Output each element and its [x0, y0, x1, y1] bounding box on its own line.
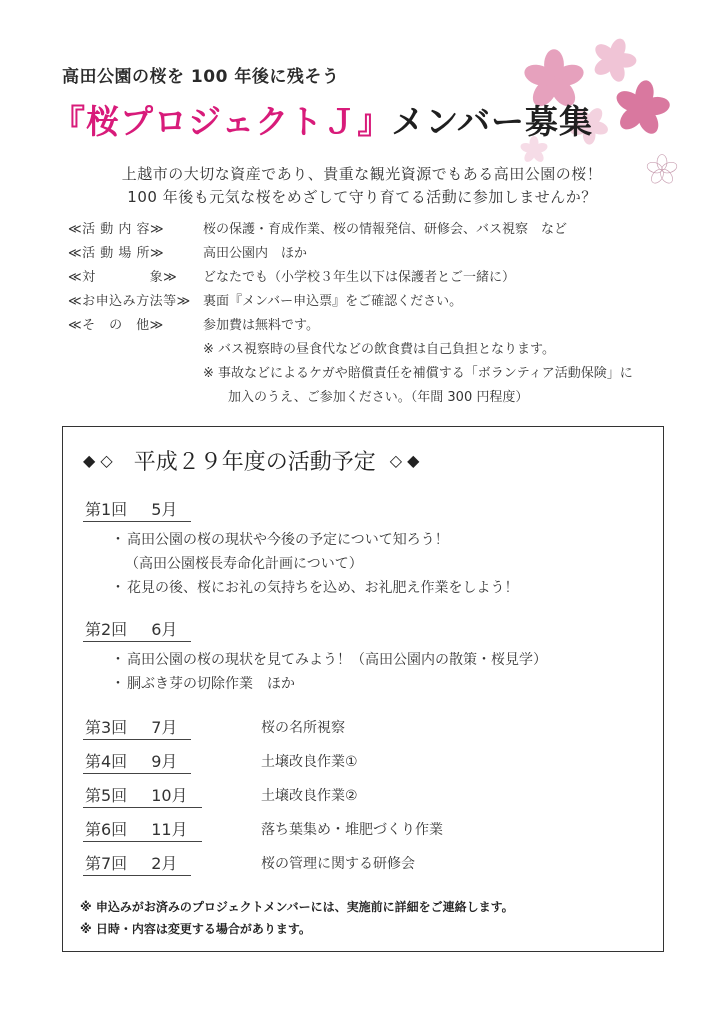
list-item: ・ 高田公園の桜の現状や今後の予定について知ろう！ [111, 532, 449, 548]
footnote-members: ※ 申込みがお済みのプロジェクトメンバーには、実施前に詳細をご連絡します。 [80, 900, 514, 914]
session-month: 9月 [151, 752, 178, 771]
info-value: 桜の保護・育成作業、桜の情報発信、研修会、バス視察 など [203, 222, 568, 237]
session-round: 第6回 [85, 820, 128, 839]
recruit-label: メンバー募集 [391, 102, 594, 141]
session-round: 第3回 [85, 718, 128, 737]
session-activity: 落ち葉集め・堆肥づくり作業 [261, 822, 443, 838]
session-month: 6月 [151, 620, 178, 639]
info-label: ≪そ の 他≫ [68, 318, 164, 333]
list-item: （高田公園桜長寿命化計画について） [125, 556, 363, 572]
session-round: 第4回 [85, 752, 128, 771]
session-month: 7月 [151, 718, 178, 737]
note-insurance: ※ 事故などによるケガや賠償責任を補償する「ボランティア活動保険」に [203, 366, 633, 381]
diamond-icon: ◆ ◇ [83, 451, 113, 470]
info-value: 参加費は無料です。 [203, 318, 319, 333]
info-row-other [68, 314, 688, 338]
schedule-title: 平成２９年度の活動予定 [133, 450, 376, 475]
session-4 [83, 749, 191, 774]
info-label: ≪活 動 内 容≫ [68, 222, 165, 237]
info-row-activity [68, 218, 688, 242]
info-value: 裏面『メンバー申込票』をご確認ください。 [203, 294, 463, 309]
session-7 [83, 851, 191, 876]
footnote-changes: ※ 日時・内容は変更する場合があります。 [80, 922, 311, 936]
header-subtitle: 高田公園の桜を 100 年後に残そう [62, 67, 340, 87]
session-activity: 土壌改良作業① [261, 754, 358, 770]
info-row-application [68, 290, 688, 314]
session-month: 11月 [151, 820, 188, 839]
page-title [52, 96, 593, 143]
list-item: ・ 花見の後、桜にお礼の気持ちを込め、お礼肥え作業をしよう！ [111, 580, 519, 596]
diamond-icon: ◇ ◆ [389, 451, 420, 470]
info-row-target [68, 266, 688, 290]
info-row-location [68, 242, 688, 266]
session-activity: 桜の名所視察 [261, 720, 345, 736]
session-5 [83, 783, 202, 808]
session-round: 第7回 [85, 854, 128, 873]
session-activity: 土壌改良作業② [261, 788, 358, 804]
info-value: 高田公園内 ほか [203, 246, 308, 261]
list-item: ・ 胴ぶき芽の切除作業 ほか [111, 676, 295, 692]
info-value: どなたでも（小学校３年生以下は保護者とご一緒に） [203, 270, 516, 285]
intro-line-2: 100 年後も元気な桜をめざして守り育てる活動に参加しませんか？ [127, 188, 597, 206]
info-label: ≪対 象≫ [68, 270, 178, 285]
schedule-box [62, 426, 664, 952]
intro-line-1: 上越市の大切な資産であり、貴重な観光資源でもある高田公園の桜！ [121, 165, 603, 183]
session-1 [83, 497, 191, 522]
session-round: 第1回 [85, 500, 128, 519]
project-name: 『桜プロジェクトＪ』 [52, 102, 392, 141]
session-month: 5月 [151, 500, 178, 519]
note-meal: ※ バス視察時の昼食代などの飲食費は自己負担となります。 [203, 342, 555, 357]
note-insurance-cont: 加入のうえ、ご参加ください。（年間 300 円程度） [228, 390, 529, 405]
session-6 [83, 817, 202, 842]
info-section [68, 218, 688, 410]
list-item: ・ 高田公園の桜の現状を見てみよう！（高田公園内の散策・桜見学） [111, 652, 547, 668]
session-month: 10月 [151, 786, 188, 805]
session-activity: 桜の管理に関する研修会 [261, 856, 415, 872]
info-label: ≪活 動 場 所≫ [68, 246, 165, 261]
session-round: 第2回 [85, 620, 128, 639]
session-3 [83, 715, 191, 740]
session-round: 第5回 [85, 786, 128, 805]
session-2 [83, 617, 191, 642]
session-month: 2月 [151, 854, 178, 873]
info-label: ≪お申込み方法等≫ [68, 294, 191, 309]
schedule-heading [83, 445, 419, 476]
